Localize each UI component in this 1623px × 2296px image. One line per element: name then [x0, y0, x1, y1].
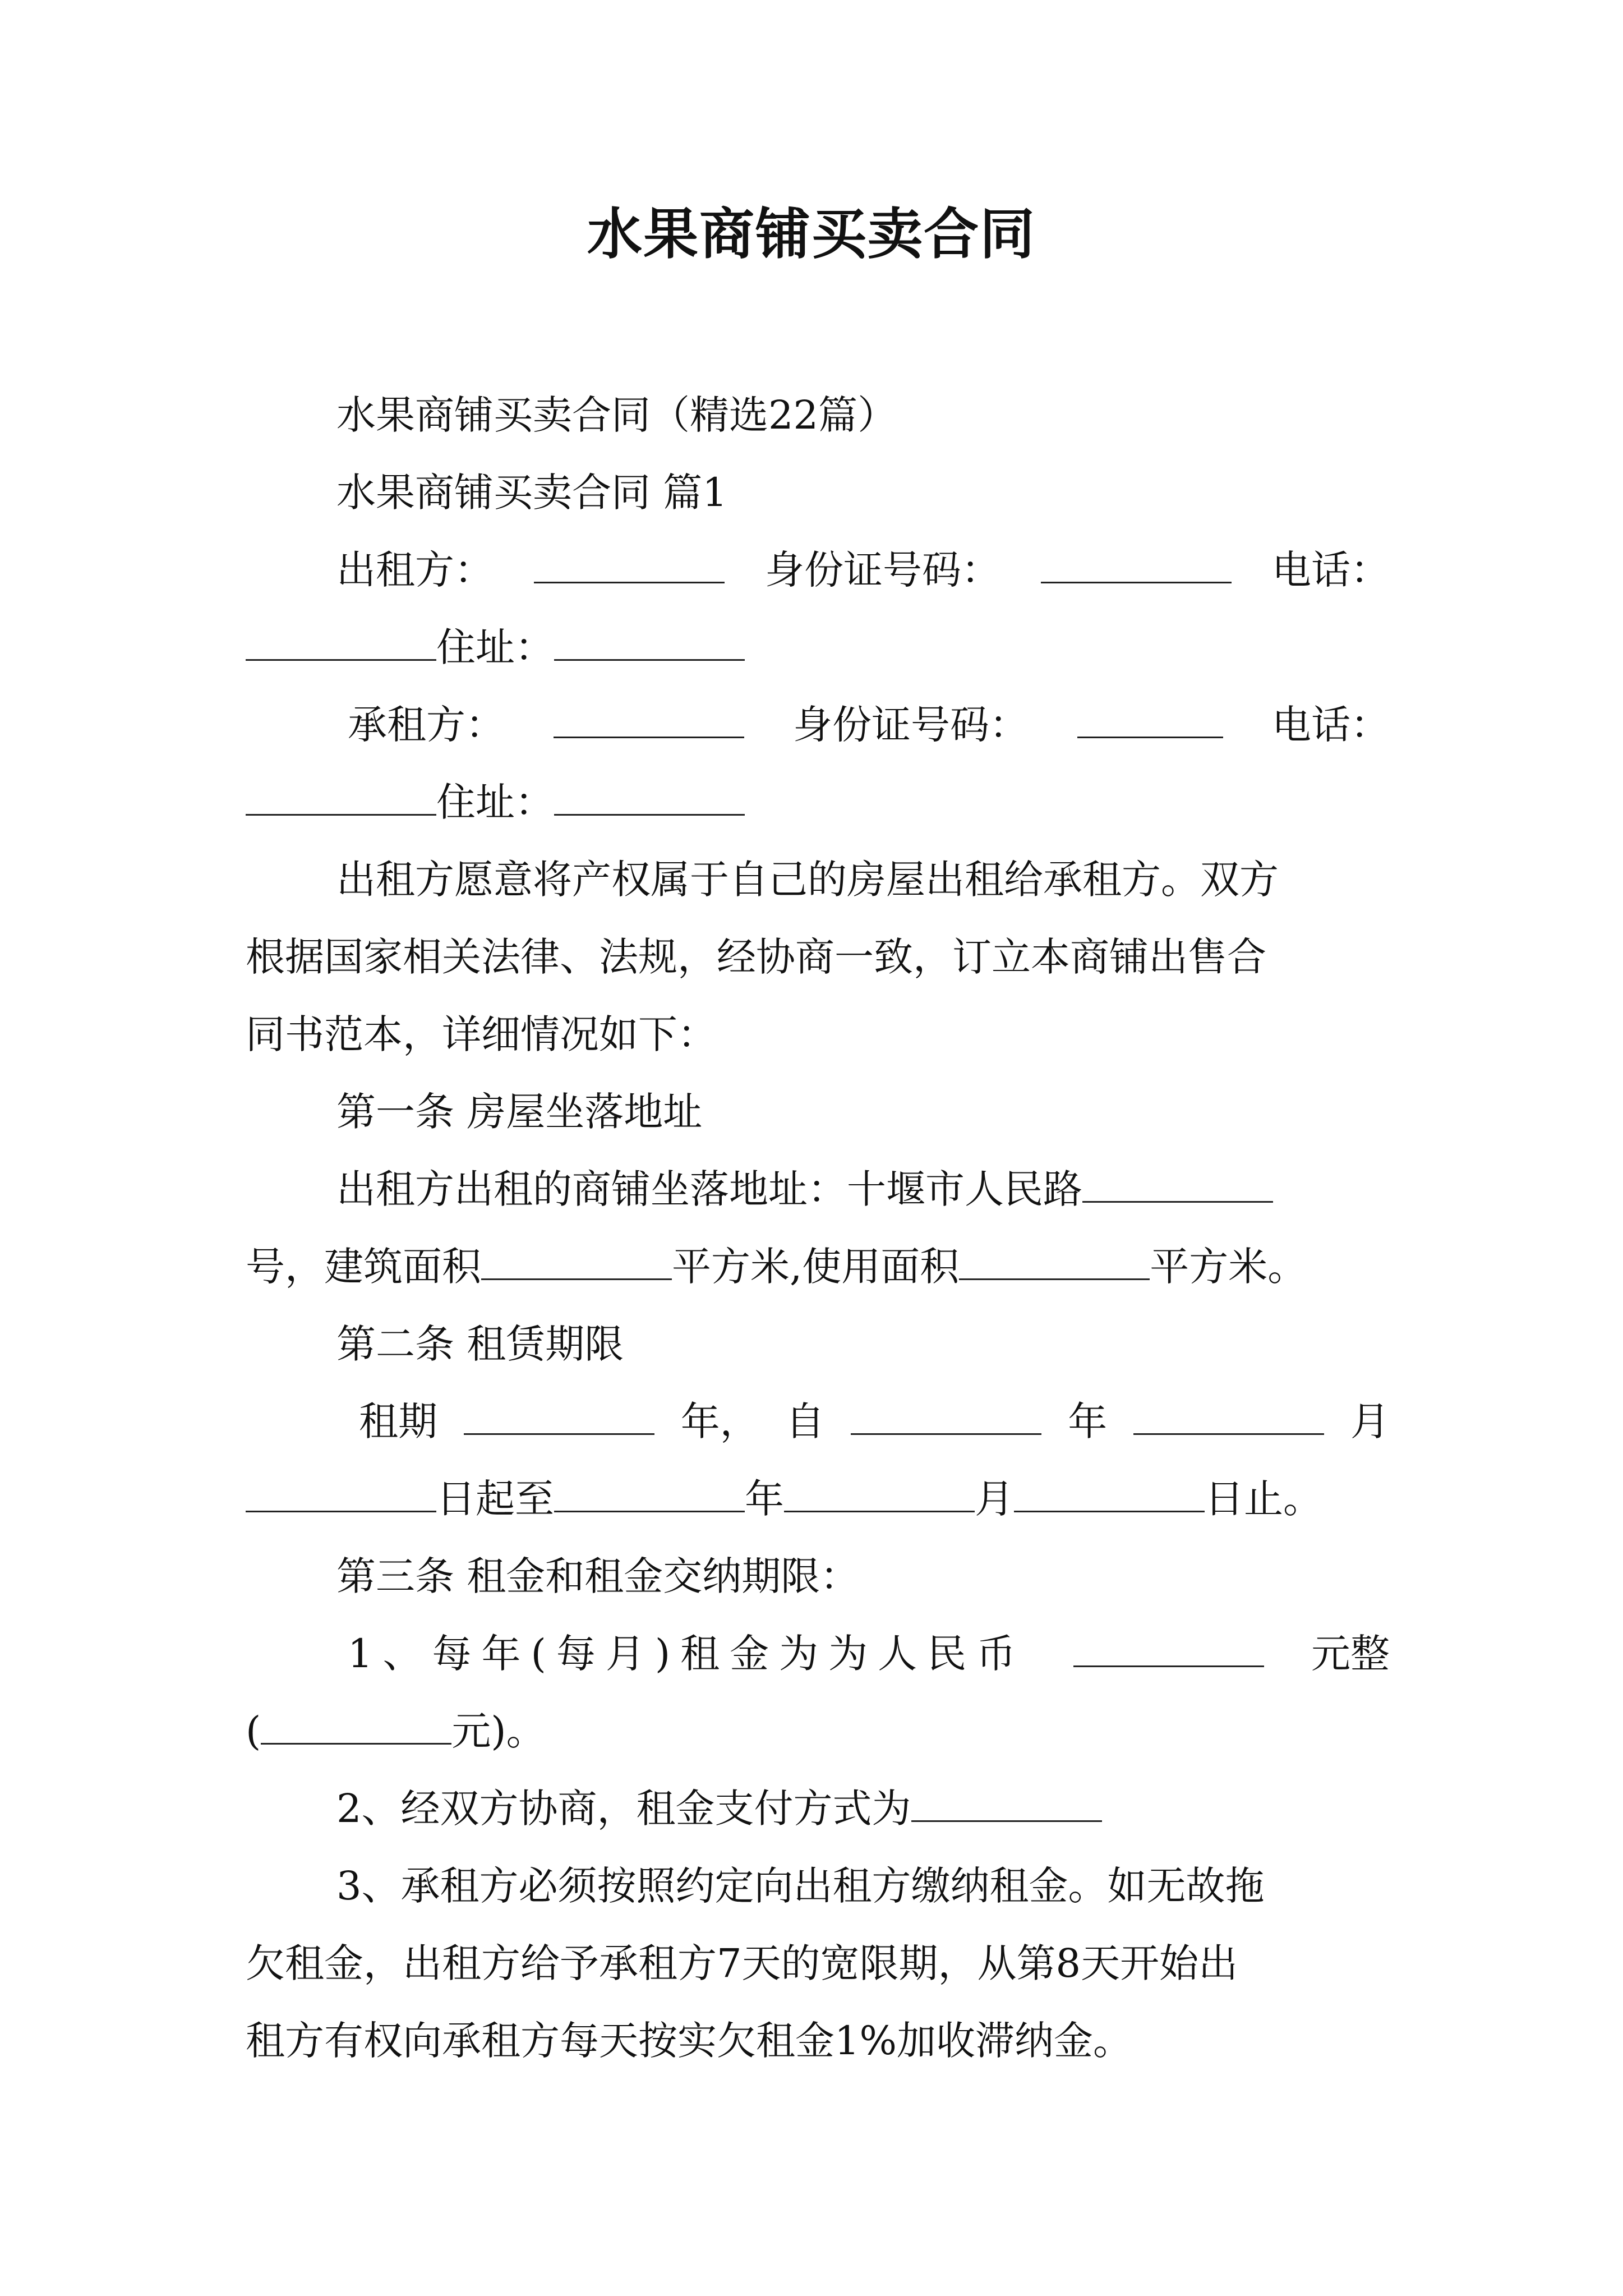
- usable-area-label: 平方米,使用面积: [672, 1244, 960, 1290]
- open-paren: (: [246, 1708, 261, 1754]
- lessor-name-blank: [534, 544, 725, 583]
- article-1-area-line: [246, 1239, 1390, 1295]
- article-1-address-line: [336, 1161, 1390, 1217]
- start-year-unit: 年: [1068, 1398, 1108, 1444]
- article-3-heading: 第三条 租金和租金交纳期限：: [336, 1553, 860, 1599]
- lessor-label: 出租方：: [336, 547, 494, 593]
- start-day-blank: [246, 1473, 436, 1512]
- intro-line-2: 根据国家相关法律、法规，经协商一致，订立本商铺出售合: [246, 934, 1266, 980]
- lessee-address-blank: [554, 776, 745, 816]
- intro-line-1: 出租方愿意将产权属于自己的房屋出租给承租方。双方: [336, 857, 1279, 903]
- lessor-phone-blank: [246, 621, 436, 661]
- lessor-line: [336, 542, 1390, 598]
- term-year-unit: 年，: [680, 1398, 759, 1444]
- rent-amount-unit: 元整: [1311, 1631, 1390, 1677]
- start-month-unit: 月: [1350, 1398, 1390, 1444]
- article-1-heading: 第一条 房屋坐落地址: [336, 1089, 703, 1135]
- area-unit-end: 平方米。: [1150, 1244, 1307, 1290]
- lessee-phone-blank: [246, 776, 436, 816]
- lessor-address-label: 住址：: [436, 624, 554, 670]
- end-month-unit: 月: [975, 1476, 1014, 1522]
- term-end-label: 日止。: [1205, 1476, 1322, 1522]
- lessee-line: [348, 697, 1390, 753]
- document-subtitle: 水果商铺买卖合同（精选22篇）: [336, 392, 897, 438]
- building-area-blank: [481, 1240, 672, 1280]
- start-month-blank: [1133, 1395, 1324, 1435]
- term-until-label: 日起至: [436, 1476, 554, 1522]
- lessee-id-label: 身份证号码：: [793, 702, 1029, 748]
- end-year-unit: 年: [745, 1476, 784, 1522]
- term-label: 租期: [359, 1398, 437, 1444]
- lessor-id-label: 身份证号码：: [765, 547, 1000, 593]
- street-number-blank: [1082, 1163, 1273, 1203]
- rent-item-1-line: [348, 1626, 1390, 1682]
- usable-area-blank: [959, 1240, 1150, 1280]
- rent-amount-label: 1、每年(每月)租金为为人民币: [348, 1631, 1026, 1677]
- end-month-blank: [784, 1473, 975, 1512]
- article-1-address-text: 出租方出租的商铺坐落地址：十堰市人民路: [336, 1166, 1082, 1212]
- area-label-prefix: 号，建筑面积: [246, 1244, 481, 1290]
- rent-amount-figures-blank: [261, 1705, 451, 1745]
- lessee-label: 承租方：: [348, 702, 505, 748]
- lessor-address-line: [246, 619, 1390, 675]
- lessee-name-blank: [554, 698, 744, 738]
- lessee-address-line: [246, 774, 1390, 830]
- rent-amount-blank: [1073, 1627, 1264, 1667]
- lessee-id-blank: [1077, 698, 1223, 738]
- document-title: 水果商铺买卖合同: [587, 202, 1036, 266]
- start-year-blank: [851, 1395, 1041, 1435]
- lease-term-line-1: [359, 1393, 1390, 1450]
- section-heading: 水果商铺买卖合同 篇1: [336, 470, 727, 516]
- end-year-blank: [554, 1473, 745, 1512]
- term-from-label: 自: [785, 1398, 825, 1444]
- payment-method-label: 2、经双方协商，租金支付方式为: [336, 1786, 911, 1832]
- rent-item-2-line: [336, 1780, 1390, 1837]
- rent-item-1-line-2: [246, 1703, 1390, 1759]
- rent-item-3-line-1: 3、承租方必须按照约定向出租方缴纳租金。如无故拖: [336, 1863, 1265, 1909]
- lessee-address-label: 住址：: [436, 779, 554, 825]
- lease-term-line-2: [246, 1471, 1390, 1527]
- rent-amount-figures-unit: 元)。: [451, 1708, 546, 1754]
- lessee-phone-label: 电话：: [1272, 702, 1390, 748]
- end-day-blank: [1014, 1473, 1205, 1512]
- payment-method-blank: [911, 1782, 1102, 1822]
- intro-line-3: 同书范本，详细情况如下：: [246, 1011, 717, 1057]
- rent-item-3-line-3: 租方有权向承租方每天按实欠租金1%加收滞纳金。: [246, 2018, 1133, 2064]
- article-2-heading: 第二条 租赁期限: [336, 1321, 624, 1367]
- lessor-id-blank: [1041, 544, 1232, 583]
- term-years-blank: [464, 1395, 654, 1435]
- lessor-address-blank: [554, 621, 745, 661]
- rent-item-3-line-2: 欠租金，出租方给予承租方7天的宽限期，从第8天开始出: [246, 1940, 1238, 1986]
- lessor-phone-label: 电话：: [1272, 547, 1390, 593]
